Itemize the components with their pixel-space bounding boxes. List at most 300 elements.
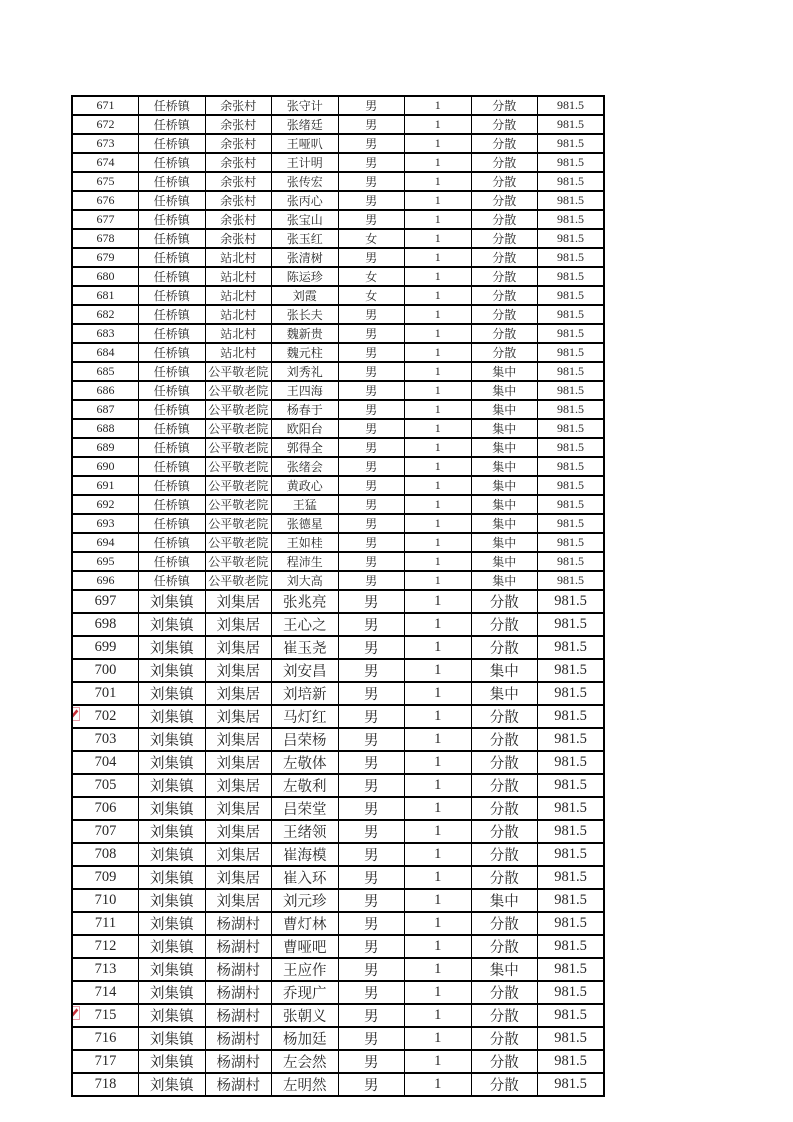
cell-amount: 981.5 — [538, 96, 605, 115]
cell-name: 乔现广 — [272, 981, 339, 1004]
table-row — [72, 552, 604, 571]
cell-count: 1 — [405, 659, 472, 682]
cell-town: 任桥镇 — [139, 362, 206, 381]
table-row — [72, 889, 604, 912]
cell-town: 任桥镇 — [139, 381, 206, 400]
cell-amount: 981.5 — [538, 981, 605, 1004]
cell-town: 刘集镇 — [139, 981, 206, 1004]
table-row — [72, 96, 604, 115]
cell-type: 集中 — [471, 400, 538, 419]
cell-gender: 男 — [338, 1050, 405, 1073]
cell-name: 杨春于 — [272, 400, 339, 419]
cell-amount: 981.5 — [538, 751, 605, 774]
cell-id: 711 — [72, 912, 139, 935]
cell-count: 1 — [405, 1073, 472, 1096]
cell-name: 王计明 — [272, 153, 339, 172]
cell-village: 刘集居 — [205, 866, 272, 889]
cell-village: 杨湖村 — [205, 958, 272, 981]
cell-name: 张玉红 — [272, 229, 339, 248]
cell-village: 刘集居 — [205, 659, 272, 682]
cell-name: 魏新贵 — [272, 324, 339, 343]
cell-id: 710 — [72, 889, 139, 912]
subsidy-roster-table — [71, 95, 605, 1097]
cell-amount: 981.5 — [538, 1073, 605, 1096]
cell-town: 任桥镇 — [139, 134, 206, 153]
cell-amount: 981.5 — [538, 514, 605, 533]
cell-id: 718 — [72, 1073, 139, 1096]
table-row — [72, 286, 604, 305]
cell-gender: 男 — [338, 153, 405, 172]
cell-amount: 981.5 — [538, 191, 605, 210]
cell-count: 1 — [405, 866, 472, 889]
cell-name: 刘安昌 — [272, 659, 339, 682]
cell-amount: 981.5 — [538, 248, 605, 267]
cell-name: 马灯红 — [272, 705, 339, 728]
cell-name: 欧阳台 — [272, 419, 339, 438]
cell-type: 分散 — [471, 751, 538, 774]
cell-id: 701 — [72, 682, 139, 705]
cell-amount: 981.5 — [538, 613, 605, 636]
cell-count: 1 — [405, 495, 472, 514]
cell-name: 崔海模 — [272, 843, 339, 866]
cell-name: 王哑叭 — [272, 134, 339, 153]
cell-village: 刘集居 — [205, 820, 272, 843]
cell-id: 673 — [72, 134, 139, 153]
cell-village: 公平敬老院 — [205, 419, 272, 438]
cell-village: 公平敬老院 — [205, 533, 272, 552]
cell-id: 686 — [72, 381, 139, 400]
cell-type: 集中 — [471, 514, 538, 533]
cell-type: 分散 — [471, 286, 538, 305]
cell-type: 分散 — [471, 935, 538, 958]
table-row — [72, 820, 604, 843]
cell-town: 任桥镇 — [139, 457, 206, 476]
cell-name: 张长夫 — [272, 305, 339, 324]
cell-gender: 男 — [338, 571, 405, 590]
cell-town: 任桥镇 — [139, 115, 206, 134]
cell-town: 刘集镇 — [139, 797, 206, 820]
cell-count: 1 — [405, 912, 472, 935]
cell-type: 分散 — [471, 210, 538, 229]
cell-gender: 男 — [338, 751, 405, 774]
cell-type: 集中 — [471, 958, 538, 981]
cell-gender: 男 — [338, 96, 405, 115]
cell-id: 697 — [72, 590, 139, 613]
cell-town: 任桥镇 — [139, 229, 206, 248]
cell-id: 713 — [72, 958, 139, 981]
cell-count: 1 — [405, 400, 472, 419]
cell-town: 刘集镇 — [139, 889, 206, 912]
cell-type: 集中 — [471, 552, 538, 571]
cell-town: 任桥镇 — [139, 324, 206, 343]
cell-amount: 981.5 — [538, 343, 605, 362]
cell-town: 任桥镇 — [139, 172, 206, 191]
cell-count: 1 — [405, 229, 472, 248]
cell-count: 1 — [405, 889, 472, 912]
cell-amount: 981.5 — [538, 533, 605, 552]
cell-gender: 男 — [338, 324, 405, 343]
cell-town: 刘集镇 — [139, 774, 206, 797]
cell-type: 集中 — [471, 571, 538, 590]
cell-village: 公平敬老院 — [205, 495, 272, 514]
cell-town: 刘集镇 — [139, 659, 206, 682]
cell-amount: 981.5 — [538, 476, 605, 495]
table-row — [72, 267, 604, 286]
cell-name: 程沛生 — [272, 552, 339, 571]
cell-type: 分散 — [471, 866, 538, 889]
table-row — [72, 495, 604, 514]
cell-id: 707 — [72, 820, 139, 843]
cell-amount: 981.5 — [538, 1004, 605, 1027]
cell-count: 1 — [405, 343, 472, 362]
cell-amount: 981.5 — [538, 889, 605, 912]
cell-village: 刘集居 — [205, 774, 272, 797]
cell-type: 集中 — [471, 889, 538, 912]
cell-town: 刘集镇 — [139, 728, 206, 751]
table-row — [72, 571, 604, 590]
table-row — [72, 400, 604, 419]
cell-name: 刘秀礼 — [272, 362, 339, 381]
cell-name: 张绪廷 — [272, 115, 339, 134]
cell-count: 1 — [405, 248, 472, 267]
cell-type: 分散 — [471, 820, 538, 843]
cell-town: 刘集镇 — [139, 912, 206, 935]
cell-gender: 男 — [338, 1073, 405, 1096]
table-row — [72, 115, 604, 134]
cell-village: 刘集居 — [205, 705, 272, 728]
cell-type: 分散 — [471, 96, 538, 115]
table-row — [72, 636, 604, 659]
cell-count: 1 — [405, 476, 472, 495]
cell-type: 集中 — [471, 476, 538, 495]
cell-id: 714 — [72, 981, 139, 1004]
table-row — [72, 248, 604, 267]
cell-id: 705 — [72, 774, 139, 797]
roster-body — [72, 96, 604, 1096]
cell-gender: 男 — [338, 820, 405, 843]
table-row — [72, 172, 604, 191]
table-row — [72, 774, 604, 797]
cell-name: 曹灯林 — [272, 912, 339, 935]
cell-town: 刘集镇 — [139, 636, 206, 659]
cell-gender: 女 — [338, 267, 405, 286]
cell-type: 分散 — [471, 267, 538, 286]
cell-type: 分散 — [471, 172, 538, 191]
cell-id: 703 — [72, 728, 139, 751]
cell-name: 张丙心 — [272, 191, 339, 210]
cell-village: 余张村 — [205, 172, 272, 191]
cell-amount: 981.5 — [538, 115, 605, 134]
cell-count: 1 — [405, 514, 472, 533]
cell-type: 集中 — [471, 381, 538, 400]
cell-type: 集中 — [471, 457, 538, 476]
cell-id: 704 — [72, 751, 139, 774]
cell-count: 1 — [405, 705, 472, 728]
cell-name: 左会然 — [272, 1050, 339, 1073]
cell-count: 1 — [405, 172, 472, 191]
cell-id: 671 — [72, 96, 139, 115]
cell-id: 691 — [72, 476, 139, 495]
cell-name: 郭得全 — [272, 438, 339, 457]
table-row — [72, 381, 604, 400]
cell-town: 刘集镇 — [139, 843, 206, 866]
cell-village: 站北村 — [205, 324, 272, 343]
cell-gender: 男 — [338, 705, 405, 728]
cell-village: 刘集居 — [205, 751, 272, 774]
cell-name: 崔玉尧 — [272, 636, 339, 659]
table-row — [72, 457, 604, 476]
cell-name: 杨加廷 — [272, 1027, 339, 1050]
cell-village: 站北村 — [205, 286, 272, 305]
table-row — [72, 134, 604, 153]
cell-town: 任桥镇 — [139, 495, 206, 514]
cell-amount: 981.5 — [538, 362, 605, 381]
cell-town: 任桥镇 — [139, 533, 206, 552]
table-row — [72, 343, 604, 362]
red-pencil-marker-icon — [72, 1006, 80, 1020]
cell-type: 分散 — [471, 590, 538, 613]
cell-count: 1 — [405, 797, 472, 820]
cell-gender: 男 — [338, 419, 405, 438]
cell-id: 674 — [72, 153, 139, 172]
cell-gender: 男 — [338, 134, 405, 153]
cell-gender: 男 — [338, 476, 405, 495]
cell-amount: 981.5 — [538, 1027, 605, 1050]
table-row — [72, 751, 604, 774]
cell-id: 675 — [72, 172, 139, 191]
cell-name: 左敬体 — [272, 751, 339, 774]
cell-village: 站北村 — [205, 267, 272, 286]
cell-village: 公平敬老院 — [205, 476, 272, 495]
cell-type: 集中 — [471, 682, 538, 705]
cell-type: 分散 — [471, 229, 538, 248]
table-row — [72, 438, 604, 457]
cell-count: 1 — [405, 419, 472, 438]
cell-name: 左敬利 — [272, 774, 339, 797]
cell-amount: 981.5 — [538, 286, 605, 305]
cell-type: 分散 — [471, 1027, 538, 1050]
cell-town: 任桥镇 — [139, 476, 206, 495]
cell-gender: 女 — [338, 229, 405, 248]
cell-village: 刘集居 — [205, 797, 272, 820]
cell-name: 曹哑吧 — [272, 935, 339, 958]
cell-id: 695 — [72, 552, 139, 571]
table-row — [72, 843, 604, 866]
cell-type: 集中 — [471, 419, 538, 438]
cell-id: 690 — [72, 457, 139, 476]
cell-id: 712 — [72, 935, 139, 958]
cell-town: 任桥镇 — [139, 191, 206, 210]
cell-amount: 981.5 — [538, 659, 605, 682]
cell-gender: 男 — [338, 958, 405, 981]
cell-type: 集中 — [471, 659, 538, 682]
cell-amount: 981.5 — [538, 438, 605, 457]
cell-amount: 981.5 — [538, 843, 605, 866]
cell-village: 刘集居 — [205, 590, 272, 613]
cell-amount: 981.5 — [538, 457, 605, 476]
cell-gender: 男 — [338, 682, 405, 705]
cell-village: 公平敬老院 — [205, 552, 272, 571]
cell-gender: 女 — [338, 286, 405, 305]
cell-amount: 981.5 — [538, 774, 605, 797]
table-row — [72, 153, 604, 172]
cell-town: 任桥镇 — [139, 419, 206, 438]
table-row — [72, 935, 604, 958]
red-pencil-marker-icon — [72, 707, 80, 721]
cell-id: 680 — [72, 267, 139, 286]
table-row — [72, 705, 604, 728]
cell-id: 679 — [72, 248, 139, 267]
table-row — [72, 1050, 604, 1073]
table-row — [72, 210, 604, 229]
cell-village: 公平敬老院 — [205, 362, 272, 381]
cell-village: 杨湖村 — [205, 1073, 272, 1096]
cell-amount: 981.5 — [538, 636, 605, 659]
cell-amount: 981.5 — [538, 705, 605, 728]
cell-amount: 981.5 — [538, 400, 605, 419]
cell-village: 公平敬老院 — [205, 457, 272, 476]
cell-amount: 981.5 — [538, 820, 605, 843]
cell-type: 分散 — [471, 248, 538, 267]
cell-amount: 981.5 — [538, 324, 605, 343]
cell-type: 分散 — [471, 1004, 538, 1027]
cell-id: 693 — [72, 514, 139, 533]
cell-village: 刘集居 — [205, 636, 272, 659]
cell-gender: 男 — [338, 381, 405, 400]
table-row — [72, 797, 604, 820]
table-row — [72, 866, 604, 889]
cell-gender: 男 — [338, 210, 405, 229]
cell-name: 张传宏 — [272, 172, 339, 191]
cell-count: 1 — [405, 115, 472, 134]
cell-gender: 男 — [338, 728, 405, 751]
table-row — [72, 191, 604, 210]
cell-count: 1 — [405, 1050, 472, 1073]
cell-amount: 981.5 — [538, 797, 605, 820]
cell-count: 1 — [405, 958, 472, 981]
cell-type: 分散 — [471, 912, 538, 935]
cell-village: 余张村 — [205, 210, 272, 229]
cell-town: 刘集镇 — [139, 1073, 206, 1096]
cell-count: 1 — [405, 210, 472, 229]
cell-type: 分散 — [471, 613, 538, 636]
cell-name: 王心之 — [272, 613, 339, 636]
cell-town: 任桥镇 — [139, 153, 206, 172]
table-row — [72, 613, 604, 636]
cell-name: 陈运珍 — [272, 267, 339, 286]
cell-gender: 男 — [338, 248, 405, 267]
cell-name: 吕荣堂 — [272, 797, 339, 820]
cell-type: 分散 — [471, 636, 538, 659]
cell-count: 1 — [405, 682, 472, 705]
cell-id: 672 — [72, 115, 139, 134]
cell-village: 刘集居 — [205, 682, 272, 705]
cell-gender: 男 — [338, 362, 405, 381]
cell-name: 王绪领 — [272, 820, 339, 843]
cell-town: 任桥镇 — [139, 210, 206, 229]
cell-type: 分散 — [471, 1073, 538, 1096]
cell-gender: 男 — [338, 495, 405, 514]
table-row — [72, 1073, 604, 1096]
cell-count: 1 — [405, 843, 472, 866]
cell-gender: 男 — [338, 438, 405, 457]
cell-id: 702 — [72, 705, 139, 728]
cell-gender: 男 — [338, 305, 405, 324]
cell-town: 刘集镇 — [139, 820, 206, 843]
cell-type: 分散 — [471, 343, 538, 362]
cell-town: 刘集镇 — [139, 705, 206, 728]
cell-town: 刘集镇 — [139, 590, 206, 613]
cell-name: 王四海 — [272, 381, 339, 400]
cell-village: 杨湖村 — [205, 1027, 272, 1050]
cell-gender: 男 — [338, 659, 405, 682]
cell-count: 1 — [405, 153, 472, 172]
cell-amount: 981.5 — [538, 958, 605, 981]
cell-id: 678 — [72, 229, 139, 248]
cell-town: 刘集镇 — [139, 1004, 206, 1027]
cell-gender: 男 — [338, 552, 405, 571]
cell-type: 分散 — [471, 305, 538, 324]
cell-village: 余张村 — [205, 191, 272, 210]
cell-amount: 981.5 — [538, 267, 605, 286]
cell-amount: 981.5 — [538, 935, 605, 958]
cell-amount: 981.5 — [538, 571, 605, 590]
table-row — [72, 958, 604, 981]
cell-type: 分散 — [471, 774, 538, 797]
cell-village: 公平敬老院 — [205, 400, 272, 419]
cell-name: 刘大高 — [272, 571, 339, 590]
cell-gender: 男 — [338, 1004, 405, 1027]
cell-name: 张守计 — [272, 96, 339, 115]
cell-town: 任桥镇 — [139, 571, 206, 590]
cell-name: 张德星 — [272, 514, 339, 533]
cell-amount: 981.5 — [538, 552, 605, 571]
cell-town: 任桥镇 — [139, 248, 206, 267]
cell-type: 集中 — [471, 533, 538, 552]
cell-count: 1 — [405, 191, 472, 210]
cell-amount: 981.5 — [538, 381, 605, 400]
cell-name: 刘元珍 — [272, 889, 339, 912]
cell-gender: 男 — [338, 191, 405, 210]
cell-amount: 981.5 — [538, 728, 605, 751]
cell-id: 692 — [72, 495, 139, 514]
cell-amount: 981.5 — [538, 153, 605, 172]
cell-village: 杨湖村 — [205, 1050, 272, 1073]
table-row — [72, 981, 604, 1004]
cell-type: 分散 — [471, 843, 538, 866]
cell-type: 分散 — [471, 134, 538, 153]
cell-count: 1 — [405, 362, 472, 381]
cell-name: 吕荣杨 — [272, 728, 339, 751]
cell-type: 集中 — [471, 362, 538, 381]
cell-gender: 男 — [338, 1027, 405, 1050]
cell-id: 699 — [72, 636, 139, 659]
cell-id: 696 — [72, 571, 139, 590]
cell-count: 1 — [405, 324, 472, 343]
table-row — [72, 659, 604, 682]
cell-amount: 981.5 — [538, 210, 605, 229]
cell-count: 1 — [405, 267, 472, 286]
cell-gender: 男 — [338, 115, 405, 134]
cell-name: 左明然 — [272, 1073, 339, 1096]
cell-count: 1 — [405, 613, 472, 636]
cell-count: 1 — [405, 96, 472, 115]
cell-village: 刘集居 — [205, 843, 272, 866]
cell-amount: 981.5 — [538, 866, 605, 889]
cell-gender: 男 — [338, 843, 405, 866]
cell-gender: 男 — [338, 400, 405, 419]
cell-name: 黄政心 — [272, 476, 339, 495]
